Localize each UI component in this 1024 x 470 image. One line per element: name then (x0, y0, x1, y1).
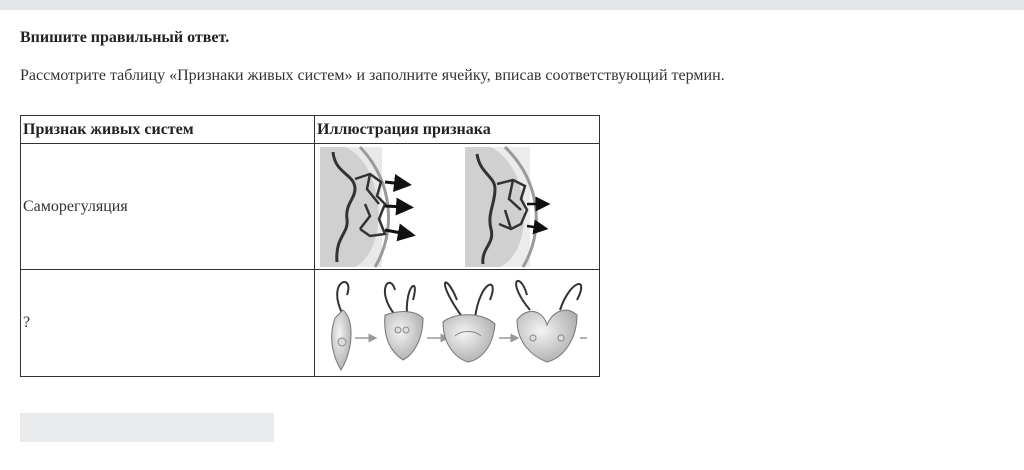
task-question: Рассмотрите таблицу «Признаки живых систем» и заполните ячейку, вписав соответствующий термин. (20, 67, 725, 84)
table-header-row (21, 116, 600, 144)
euglena-cell-1 (332, 282, 351, 370)
trait-cell: Саморегуляция (21, 144, 315, 270)
euglena-cell-3 (443, 282, 495, 362)
task-heading: Впишите правильный ответ. (20, 29, 230, 46)
top-bar (0, 0, 1024, 10)
header-trait: Признак живых систем (21, 116, 315, 144)
answer-input[interactable] (20, 413, 274, 442)
euglena-cell-2 (385, 283, 423, 360)
illustration-cell (315, 270, 600, 377)
header-illustration: Иллюстрация признака (315, 116, 600, 144)
table-row (21, 270, 600, 377)
traits-table (20, 115, 600, 377)
stomata-open-image (320, 147, 407, 267)
table-row (21, 144, 600, 270)
stomata-closed-image (465, 147, 543, 267)
trait-cell: ? (21, 270, 315, 377)
stomata-regulation-illustration (315, 144, 599, 269)
euglena-division-illustration (315, 270, 599, 376)
euglena-cell-4 (516, 281, 581, 362)
illustration-cell (315, 144, 600, 270)
